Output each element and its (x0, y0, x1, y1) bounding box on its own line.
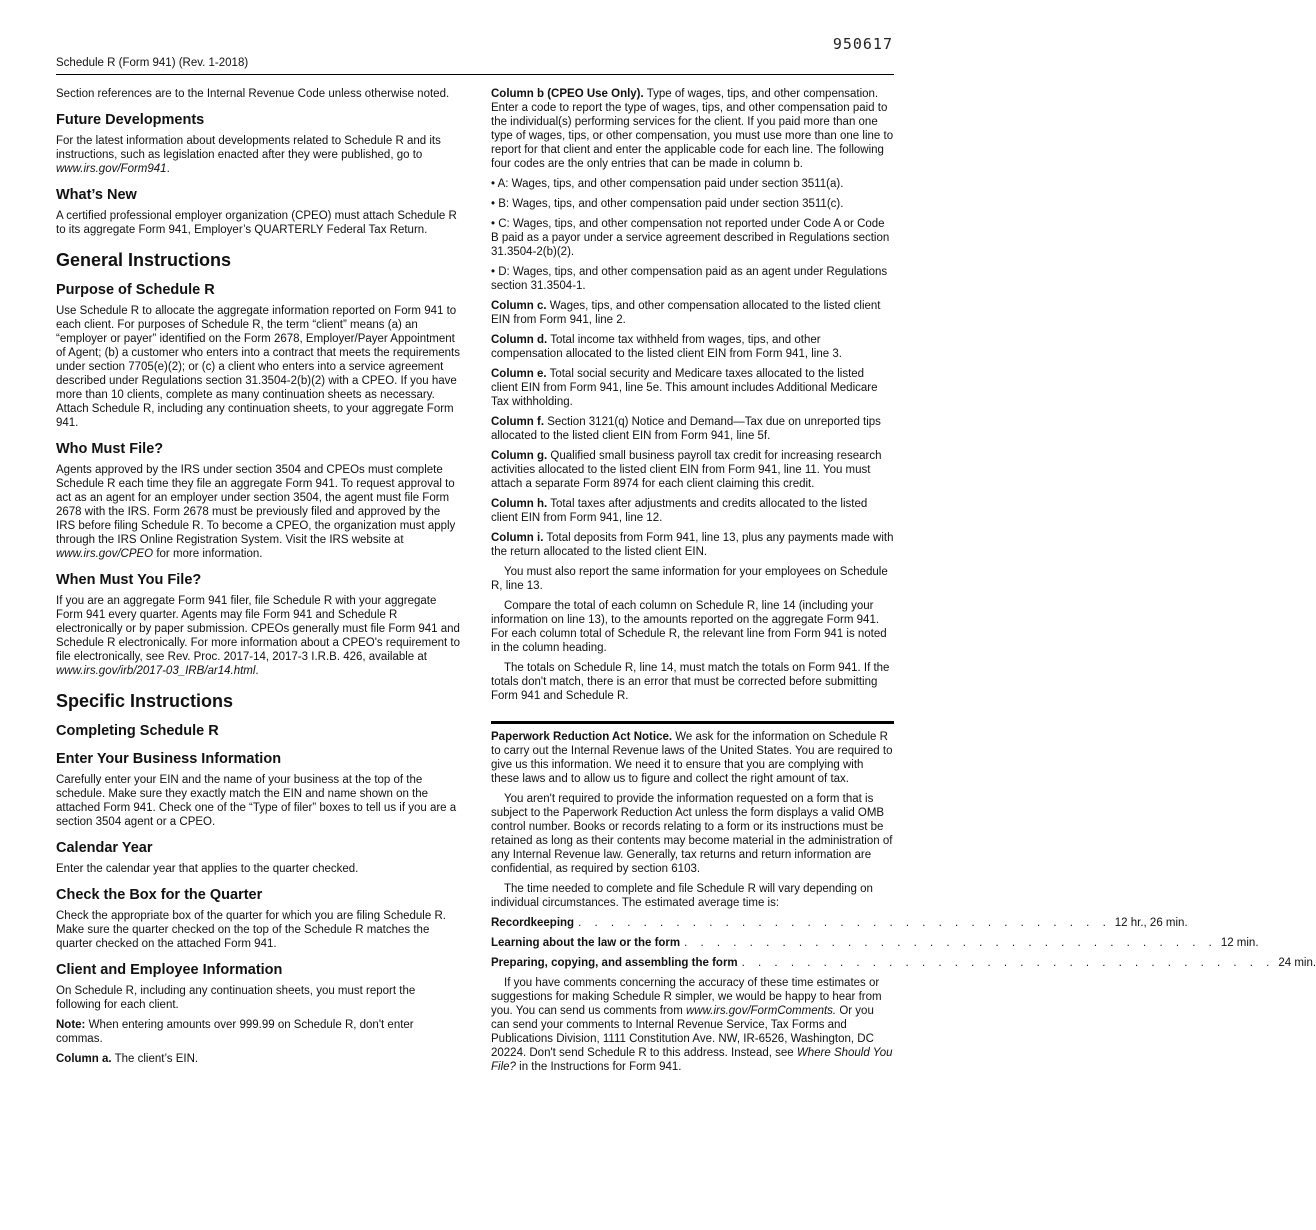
time-estimate-row: Recordkeeping . . . . . . . . . . . . . . . . . . . . . . . . . . . . . . . . . 12 hr., 26 min. (491, 917, 1188, 929)
future-developments-text: For the latest information about developments related to Schedule R and its instructions, such as legislation enacted after they were published, go to www.irs.gov/Form941. (56, 135, 441, 175)
whats-new-heading: What’s New (56, 187, 137, 203)
page-header: Schedule R (Form 941) (Rev. 1-2018) (56, 56, 894, 75)
client-employee-heading: Client and Employee Information (56, 962, 283, 978)
code-item: • A: Wages, tips, and other compensation paid under section 3511(a). (491, 178, 844, 190)
code-item: • C: Wages, tips, and other compensation not reported under Code A or Code B paid as a payor under a service agreement described in Regulations section 31.3504-2(b)(2). (491, 218, 890, 258)
column-c-text: Column c. Wages, tips, and other compensation allocated to the listed client EIN from Form 941, line 2. (491, 300, 881, 326)
purpose-text: Use Schedule R to allocate the aggregate information reported on Form 941 to each client. For purposes of Schedule R, the term “client” means (a) an “employer or payer” identified on the Form 2678, Employer/Payer Appointment of Agent; (b) a customer who enters into a contract that meets the requirements under section 7705(e)(2); or (c) a client who enters into a service agreement described under Regulations section 31.3504-2(b)(2) with a CPEO. If you have more than 10 clients, complete as many continuation sheets as necessary. Attach Schedule R, including any continuation sheets, to your aggregate Form 941. (56, 305, 460, 429)
form941-link[interactable]: www.irs.gov/Form941 (56, 163, 167, 175)
client-employee-text: On Schedule R, including any continuation sheets, you must report the following for each client. (56, 985, 416, 1011)
calendar-year-heading: Calendar Year (56, 840, 153, 856)
time-estimate-row: Preparing, copying, and assembling the form . . . . . . . . . . . . . . . . . . . . . . . . . . . . . . . . . 24 min. (491, 957, 1316, 969)
specific-instructions-heading: Specific Instructions (56, 691, 234, 711)
time-needed-text: The time needed to complete and file Schedule R will vary depending on individual circumstances. The estimated average time is: (491, 883, 873, 909)
whats-new-text: A certified professional employer organization (CPEO) must attach Schedule R to its aggregate Form 941, Employer’s QUARTERLY Federal Tax Return. (56, 210, 457, 236)
who-must-file-text: Agents approved by the IRS under section 3504 and CPEOs must complete Schedule R each time they file an aggregate Form 941. To request approval to act as an agent for an employer under section 3504, the agent must file Form 2678 with the IRS. Form 2678 must be previously filed and approved by the IRS before filing Schedule R. To become a CPEO, the organization must apply through the IRS Online Registration System. Visit the IRS website at www.irs.gov/CPEO for more information. (56, 464, 456, 560)
left-column (56, 87, 461, 1072)
comments-text: If you have comments concerning the accuracy of these time estimates or suggestions for making Schedule R simpler, we would be happy to hear from you. You can send us comments from www.irs.gov/FormComments. Or you can send your comments to Internal Revenue Service, Tax Forms and Publications Division, 1111 Constitution Ave. NW, IR-6526, Washington, DC 20224. Don't send Schedule R to this address. Instead, see Where Should You File? in the Instructions for Form 941. (491, 977, 893, 1073)
future-developments-heading: Future Developments (56, 112, 205, 128)
column-h-text: Column h. Total taxes after adjustments and credits allocated to the listed client EIN from Form 941, line 12. (491, 498, 868, 524)
business-info-heading: Enter Your Business Information (56, 751, 282, 767)
section-divider (491, 721, 894, 724)
form-comments-link[interactable]: www.irs.gov/FormComments. (685, 1005, 837, 1017)
not-required-text: You aren't required to provide the information requested on a form that is subject to the Paperwork Reduction Act unless the form displays a valid OMB control number. Books or records relating to a form or its instructions must be retained as long as their contents may become material in the administration of any Internal Revenue law. Generally, tax returns and return information are confidential, as required by section 6103. (491, 793, 893, 875)
column-e-text: Column e. Total social security and Medicare taxes allocated to the listed client EIN from Form 941, line 5e. This amount includes Additional Medicare Tax withholding. (491, 368, 878, 408)
intro-text: Section references are to the Internal Revenue Code unless otherwise noted. (56, 88, 450, 100)
quarter-heading: Check the Box for the Quarter (56, 887, 263, 903)
column-i-text: Column i. Total deposits from Form 941, line 13, plus any payments made with the return allocated to the listed client EIN. (491, 532, 894, 558)
completing-heading: Completing Schedule R (56, 723, 219, 739)
column-g-text: Column g. Qualified small business payroll tax credit for increasing research activities allocated to the listed client EIN from Form 941, line 11. You must attach a separate Form 8974 for each client claiming this credit. (491, 450, 882, 490)
calendar-year-text: Enter the calendar year that applies to the quarter checked. (56, 863, 359, 875)
purpose-heading: Purpose of Schedule R (56, 282, 215, 298)
document-code: 950617 (832, 35, 893, 53)
general-instructions-heading: General Instructions (56, 250, 232, 270)
code-item: • D: Wages, tips, and other compensation paid as an agent under Regulations section 31.3504-1. (491, 266, 888, 292)
who-must-file-heading: Who Must File? (56, 441, 164, 457)
time-estimate-row: Learning about the law or the form . . . . . . . . . . . . . . . . . . . . . . . . . . . . . . . . . 12 min. (491, 937, 1259, 949)
totals-text: The totals on Schedule R, line 14, must match the totals on Form 941. If the totals don't match, there is an error that must be corrected before submitting Form 941 and Schedule R. (491, 662, 890, 702)
cpeo-link[interactable]: www.irs.gov/CPEO (56, 548, 154, 560)
compare-text: Compare the total of each column on Schedule R, line 14 (including your information on line 13), to the amounts reported on the aggregate Form 941. For each column total of Schedule R, the relevant line from Form 941 is noted in the column heading. (491, 600, 887, 654)
column-d-text: Column d. Total income tax withheld from wages, tips, and other compensation allocated to the listed client EIN from Form 941, line 3. (491, 334, 842, 360)
irb-link[interactable]: www.irs.gov/irb/2017-03_IRB/ar14.html (56, 665, 256, 677)
column-b-text: Column b (CPEO Use Only). Type of wages, tips, and other compensation. Enter a code to report the type of wages, tips, and other compensation paid to the individual(s) performing services for the client. If you paid more than one type of wages, tips, or other compensation, you must use more than one line to report for that client and enter the applicable code for each line. The following four codes are the only entries that can be made in column b. (491, 88, 894, 170)
when-must-file-text: If you are an aggregate Form 941 filer, file Schedule R with your aggregate Form 941 every quarter. Agents may file Form 941 and Schedule R electronically or by paper submission. CPEOs generally must file Form 941 and Schedule R electronically. For more information about a CPEO's requirement to file electronically, see Rev. Proc. 2017-14, 2017-3 I.R.B. 426, available at www.irs.gov/irb/2017-03_IRB/ar14.html. (56, 595, 461, 677)
business-info-text: Carefully enter your EIN and the name of your business at the top of the schedule. Make sure they exactly match the EIN and name shown on the attached Form 941. Check one of the “Type of filer” boxes to tell us if you are a section 3504 agent or a CPEO. (56, 774, 457, 828)
also-report-text: You must also report the same information for your employees on Schedule R, line 13. (491, 566, 888, 592)
code-item: • B: Wages, tips, and other compensation paid under section 3511(c). (491, 198, 844, 210)
right-column (491, 87, 1316, 1080)
quarter-text: Check the appropriate box of the quarter for which you are filing Schedule R. Make sure the quarter checked on the top of the Schedule R matches the quarter checked on the attached Form 941. (56, 910, 446, 950)
column-f-text: Column f. Section 3121(q) Notice and Demand—Tax due on unreported tips allocated to the listed client EIN from Form 941, line 5f. (491, 416, 881, 442)
when-must-file-heading: When Must You File? (56, 572, 202, 588)
column-a-text: Column a. The client’s EIN. (56, 1053, 199, 1065)
pra-notice-text: Paperwork Reduction Act Notice. We ask for the information on Schedule R to carry out the Internal Revenue laws of the United States. You are required to give us this information. We need it to ensure that you are complying with these laws and to allow us to figure and collect the right amount of tax. (491, 731, 893, 785)
note-text: Note: When entering amounts over 999.99 on Schedule R, don't enter commas. (56, 1019, 414, 1045)
